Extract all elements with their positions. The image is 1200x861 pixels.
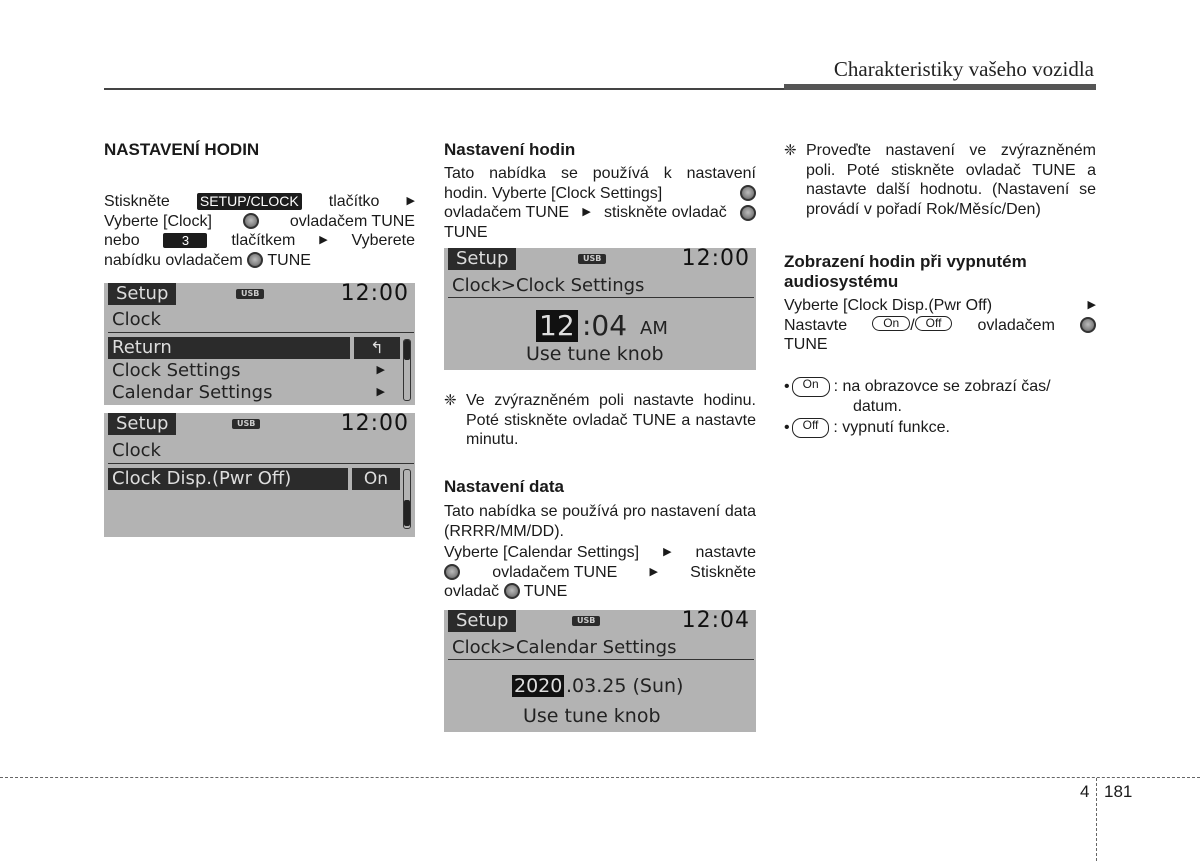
text: TUNE [784,336,828,353]
text: Vyberete [351,232,415,249]
on-button: On [792,377,830,397]
lcd-hint: Use tune knob [523,705,661,727]
lcd-title: Clock>Calendar Settings [452,637,677,658]
lcd-tab-setup: Setup [448,610,516,632]
tune-knob-icon [247,252,263,268]
lcd-tab-setup: Setup [108,413,176,435]
list-item [784,418,1096,438]
text: nastavte [695,544,756,561]
text: stiskněte ovladač [604,204,727,221]
usb-icon: USB [572,616,600,626]
section-number: 4 [1080,782,1090,801]
lcd-clock-time: 12:00 [340,283,409,306]
usb-icon: USB [578,254,606,264]
text: datum. [853,397,902,415]
lcd-scroll-thumb [404,500,410,526]
tune-knob-icon [504,583,520,599]
text: Vyberte [Calendar Settings] [444,544,640,561]
heading-clock-display: Zobrazení hodin při vypnutém audiosystému [784,252,1027,291]
lcd-divider [448,659,754,660]
note-date [784,141,1096,219]
text: Tato nabídka se používá k nastavení [444,165,756,182]
text: tlačítko [328,193,380,210]
lcd-clock-time: 12:04 [681,610,750,633]
text: nebo [104,232,140,249]
text: Ve zvýrazněném poli nastavte hodinu. Poté stiskněte ovladač TUNE a nastavte minutu. [466,392,756,448]
lcd-title: Clock [112,440,161,461]
text: tlačítkem [231,232,296,249]
setup-clock-button: SETUP/CLOCK [197,193,302,210]
lcd-divider [108,332,414,333]
text: ovladač [444,583,500,600]
text: ovladačem TUNE [289,212,415,230]
tune-knob-icon [740,205,756,221]
arrow-right-icon: ▶ [582,206,591,218]
text: hodin. Vyberte [Clock Settings] [444,184,663,202]
text: Stiskněte [104,193,170,210]
lcd-row-clock-settings: Clock Settings [112,360,241,381]
clock-settings-text [444,164,756,242]
lcd-tab-setup: Setup [448,248,516,270]
text: Vyberte [Clock Disp.(Pwr Off) [784,297,993,314]
lcd-year-field: 2020 [514,675,563,697]
text: Tato nabídka se používá pro nastavení data (RRRR/MM/DD). [444,503,756,540]
usb-icon: USB [232,419,260,429]
lcd-scrollbar [403,469,411,529]
tune-knob-icon [243,213,259,229]
date-settings-text [444,543,756,602]
heading-date-settings: Nastavení data [444,477,564,496]
lcd-row-return: Return [112,337,172,358]
lcd-clock-time: 12:00 [681,248,750,271]
footer-divider [1096,778,1097,861]
lcd-screen-clock-settings [444,248,756,370]
text: TUNE [444,223,488,241]
lcd-scroll-thumb [404,340,410,360]
clock-display-text [784,296,1096,355]
lcd-screen-clock-disp [104,413,415,537]
heading-clock-settings: Nastavení hodin [444,140,576,159]
header-rule-thick [784,84,1096,90]
section-heading: NASTAVENÍ HODIN [104,140,260,159]
preset-3-button: 3 [163,233,207,248]
off-button: Off [915,316,953,331]
bullet: • [784,378,790,395]
text: nabídku ovladačem [104,251,243,269]
text: TUNE [523,583,568,600]
note-symbol: ❈ [444,392,457,409]
text: / [910,316,915,334]
col1-instructions [104,192,415,270]
bullet: • [784,419,790,436]
lcd-value-on: On [352,468,400,490]
on-button: On [872,316,910,331]
text: ovladačem TUNE [444,204,570,221]
lcd-ampm: AM [640,318,668,339]
text: ovladačem TUNE [492,563,618,581]
lcd-minutes: :04 [582,309,628,342]
off-button: Off [792,418,830,438]
lcd-scrollbar [403,339,411,401]
note-clock [444,391,756,450]
arrow-right-icon: ▶ [1087,299,1096,311]
lcd-screen-clock-menu [104,283,415,405]
lcd-row-clock-disp: Clock Disp.(Pwr Off) [112,468,292,489]
bullet-list [784,377,1096,438]
lcd-clock-time: 12:00 [340,413,409,436]
footer-rule [0,777,1200,778]
lcd-hint: Use tune knob [526,343,664,365]
lcd-divider [448,297,754,298]
text: Nastavte [784,316,848,334]
text: ovladačem [977,316,1055,334]
lcd-title: Clock [112,309,161,330]
arrow-right-icon: ▶ [319,234,328,246]
lcd-date-rest: .03.25 (Sun) [566,675,684,697]
chevron-right-icon: ▶ [376,385,385,398]
tune-knob-icon [740,185,756,201]
text: TUNE [267,251,311,269]
arrow-right-icon: ▶ [663,546,672,558]
chevron-right-icon: ▶ [376,363,385,376]
text: Vyberte [Clock] [104,212,212,230]
tune-knob-icon [1080,317,1096,333]
lcd-title: Clock>Clock Settings [452,275,645,296]
text: : na obrazovce se zobrazí čas/ [833,378,1051,395]
arrow-right-icon: ▶ [649,565,658,578]
return-icon: ↰ [354,337,400,359]
list-item [784,377,1096,397]
text: Stiskněte [690,563,756,581]
page-number: 181 [1104,782,1133,801]
running-header: Charakteristiky vašeho vozidla [833,57,1094,81]
arrow-right-icon: ▶ [406,195,415,207]
lcd-hour-field: 12 [536,310,578,342]
note-symbol: ❈ [784,142,797,159]
usb-icon: USB [236,289,264,299]
lcd-row-calendar-settings: Calendar Settings [112,382,273,403]
lcd-divider [108,463,414,464]
text: : vypnutí funkce. [833,419,950,436]
text: Proveďte nastavení ve zvýrazněném poli. Poté stiskněte ovladač TUNE a nastavte další hodnotu. (Nastavení se provádí v pořadí Rok/Měsíc/Den) [806,142,1096,218]
lcd-screen-calendar-settings [444,610,756,732]
tune-knob-icon [444,564,460,580]
lcd-tab-setup: Setup [108,283,176,305]
